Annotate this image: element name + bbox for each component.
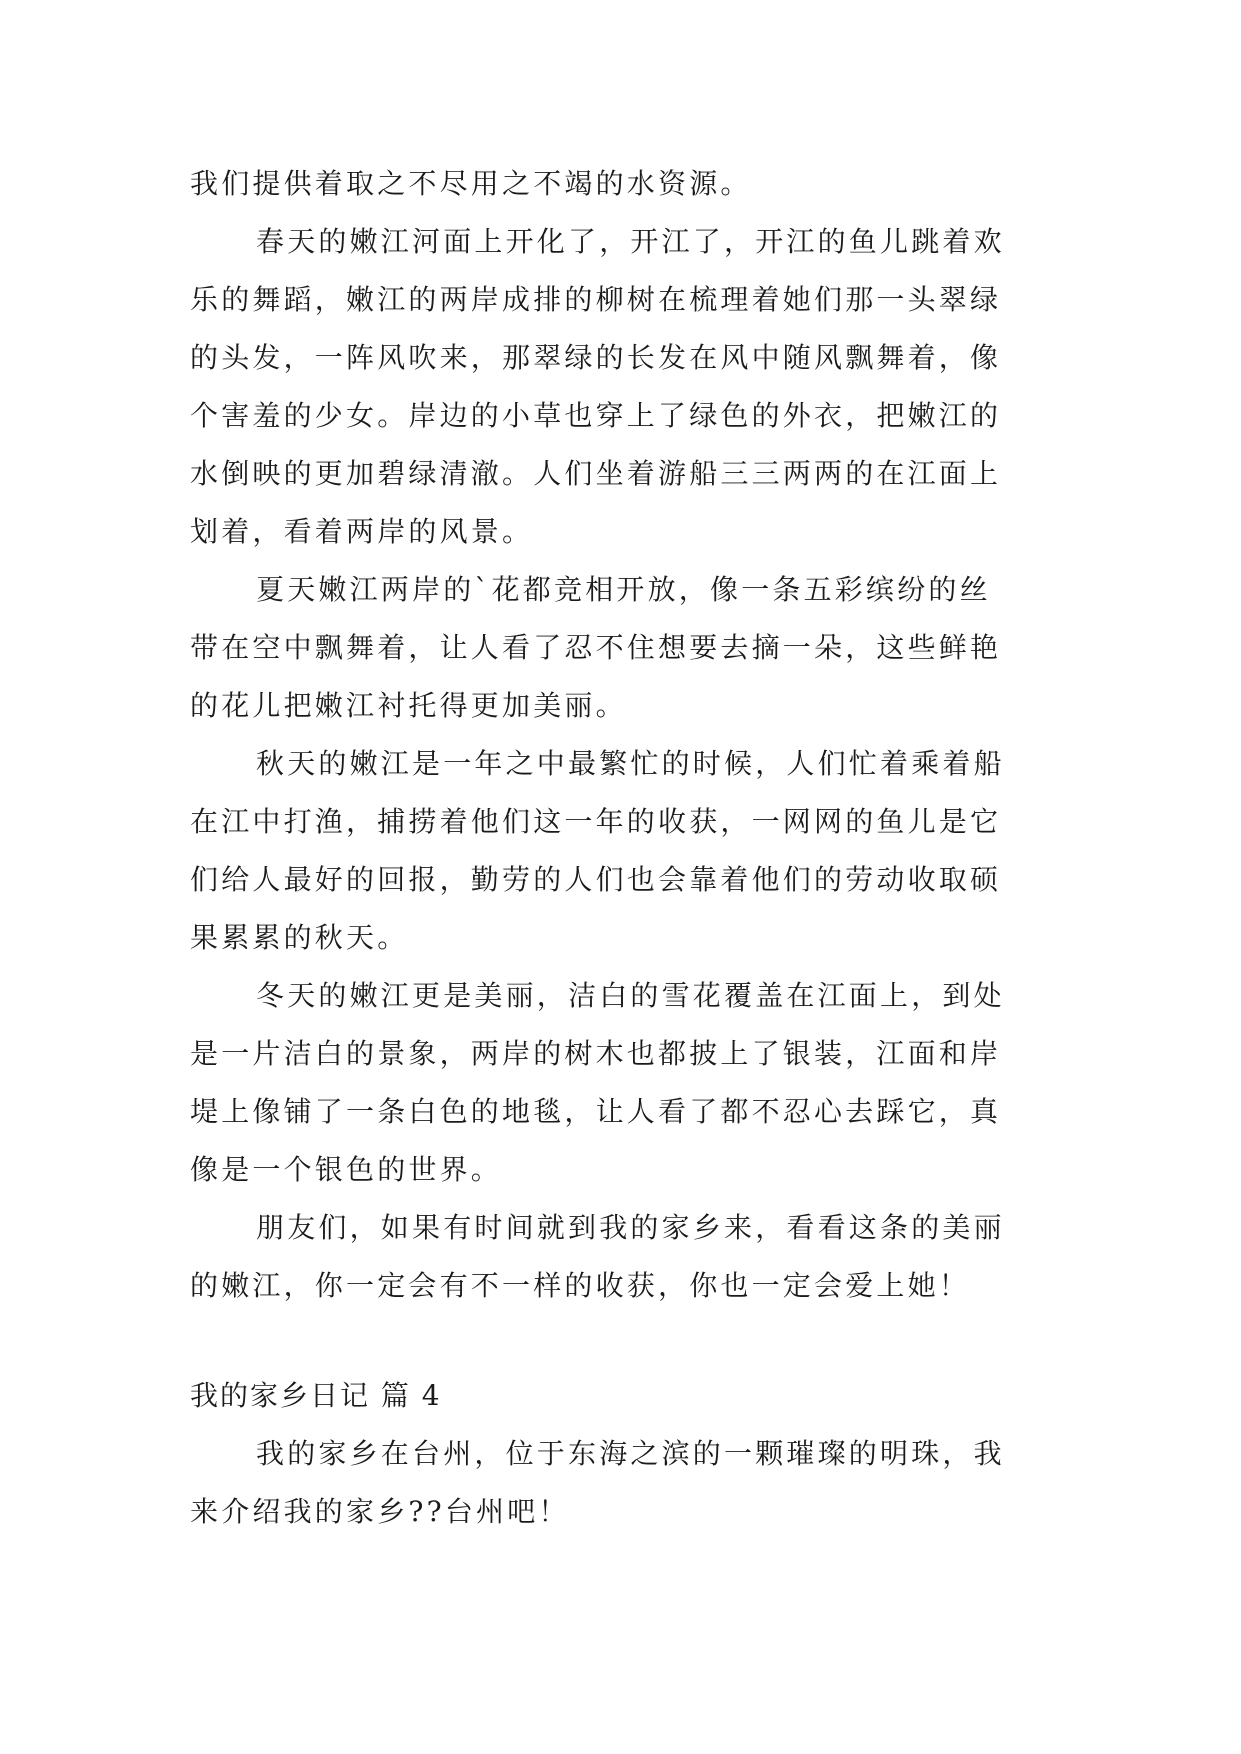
paragraph-spring-line: 乐的舞蹈，嫩江的两岸成排的柳树在梳理着她们那一头翠绿 — [190, 283, 1002, 316]
paragraph-winter-line: 堤上像铺了一条白色的地毯，让人看了都不忍心去踩它，真 — [190, 1095, 1002, 1128]
text-line: 我们提供着取之不尽用之不竭的水资源。 — [190, 167, 752, 200]
paragraph-autumn-line: 果累累的秋天。 — [190, 921, 409, 954]
paragraph-winter-line: 是一片洁白的景象，两岸的树木也都披上了银装，江面和岸 — [190, 1037, 1002, 1070]
paragraph-intro-line: 来介绍我的家乡??台州吧！ — [190, 1495, 570, 1528]
section-spacer — [190, 1315, 1050, 1367]
paragraph-closing-line: 朋友们，如果有时间就到我的家乡来，看看这条的美丽 — [256, 1211, 1005, 1244]
paragraph-autumn-line: 在江中打渔，捕捞着他们这一年的收获，一网网的鱼儿是它 — [190, 805, 1002, 838]
paragraph-spring-line: 水倒映的更加碧绿清澈。人们坐着游船三三两两的在江面上 — [190, 457, 1002, 490]
paragraph-spring-line: 个害羞的少女。岸边的小草也穿上了绿色的外衣，把嫩江的 — [190, 399, 1002, 432]
section-heading: 我的家乡日记 篇 4 — [190, 1379, 442, 1412]
paragraph-spring-line: 划着，看着两岸的风景。 — [190, 515, 534, 548]
paragraph-autumn-line: 们给人最好的回报，勤劳的人们也会靠着他们的劳动收取硕 — [190, 863, 1002, 896]
paragraph-summer-line: 的花儿把嫩江衬托得更加美丽。 — [190, 689, 627, 722]
paragraph-winter-line: 像是一个银色的世界。 — [190, 1153, 503, 1186]
paragraph-summer-line: 带在空中飘舞着，让人看了忍不住想要去摘一朵，这些鲜艳 — [190, 631, 1002, 664]
paragraph-spring-line: 的头发，一阵风吹来，那翠绿的长发在风中随风飘舞着，像 — [190, 341, 1002, 374]
paragraph-winter-line: 冬天的嫩江更是美丽，洁白的雪花覆盖在江面上，到处 — [256, 979, 1005, 1012]
document-body — [190, 155, 1050, 1541]
paragraph-autumn-line: 秋天的嫩江是一年之中最繁忙的时候，人们忙着乘着船 — [256, 747, 1005, 780]
paragraph-closing-line: 的嫩江，你一定会有不一样的收获，你也一定会爱上她！ — [190, 1269, 971, 1302]
paragraph-intro-line: 我的家乡在台州，位于东海之滨的一颗璀璨的明珠，我 — [256, 1437, 1005, 1470]
paragraph-spring-line: 春天的嫩江河面上开化了，开江了，开江的鱼儿跳着欢 — [256, 225, 1005, 258]
paragraph-summer-line: 夏天嫩江两岸的`花都竞相开放，像一条五彩缤纷的丝 — [256, 573, 991, 606]
